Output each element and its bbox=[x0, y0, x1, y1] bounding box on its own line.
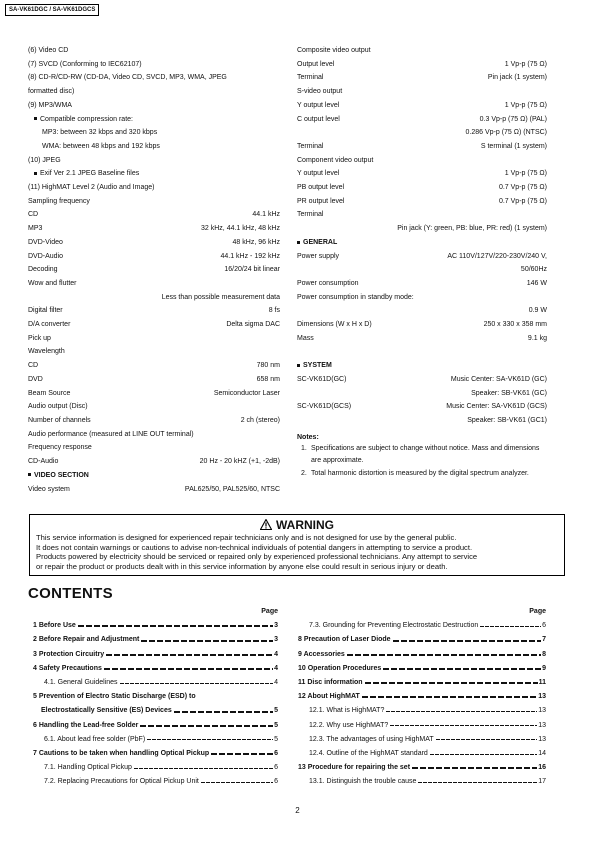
spec-row: Component video output bbox=[297, 156, 374, 164]
spec-row: (10) JPEG bbox=[28, 156, 61, 164]
toc-entry[interactable]: 12.3. The advantages of using HighMAT 13 bbox=[309, 735, 546, 743]
spec-row: Y output level 1 Vp-p (75 Ω) bbox=[297, 101, 547, 109]
contents-title: CONTENTS bbox=[28, 585, 113, 602]
spec-row: WMA: between 48 kbps and 192 kbps bbox=[42, 142, 160, 150]
warning-title: WARNING bbox=[36, 518, 558, 532]
toc-entry[interactable]: Electrostatically Sensitive (ES) Devices 5 bbox=[41, 707, 278, 715]
spec-row: Terminal bbox=[297, 211, 324, 219]
toc-entry[interactable]: 7.2. Replacing Precautions for Optical Pickup Unit 6 bbox=[44, 778, 278, 786]
toc-entry[interactable]: 7 Cautions to be taken when handling Optical Pickup 6 bbox=[33, 750, 278, 758]
spec-row: Decoding 16/20/24 bit linear bbox=[28, 266, 280, 274]
spec-row: DVD-Audio 44.1 kHz - 192 kHz bbox=[28, 252, 280, 260]
spec-row: Composite video output bbox=[297, 47, 371, 54]
spec-row: CD 780 nm bbox=[28, 362, 280, 370]
spec-row: Power supply AC 110V/127V/220-230V/240 V, bbox=[297, 252, 547, 260]
spec-row: 0.9 W bbox=[528, 307, 547, 315]
note-item: 1. Specifications are subject to change without notice. Mass and dimensions are approximate. bbox=[301, 445, 540, 464]
warning-line: or repair the product or products dealt with in this service information by anyone else could result in serious injury or death. bbox=[36, 561, 448, 571]
toc-entry[interactable]: 12 About HighMAT 13 bbox=[298, 693, 546, 701]
toc-entry[interactable]: 3 Protection Circuitry 4 bbox=[33, 650, 278, 658]
spec-row: (11) HighMAT Level 2 (Audio and Image) bbox=[28, 184, 155, 192]
specs-right-column bbox=[297, 44, 547, 480]
spec-row: Video system PAL625/50, PAL525/60, NTSC bbox=[28, 485, 280, 493]
spec-row: (7) SVCD (Conforming to IEC62107) bbox=[28, 60, 142, 68]
toc-entry[interactable]: 4 Safety Precautions 4 bbox=[33, 664, 278, 672]
spec-row: Pin jack (Y: green, PB: blue, PR: red) (1 system) bbox=[397, 225, 547, 233]
warning-triangle-icon bbox=[260, 519, 272, 530]
spec-row: Dimensions (W x H x D) 250 x 330 x 358 mm bbox=[297, 321, 547, 329]
spec-row: Wavelength bbox=[28, 348, 65, 356]
spec-row: Audio output (Disc) bbox=[28, 403, 88, 411]
spec-row: (6) Video CD bbox=[28, 47, 69, 54]
section-heading-general: GENERAL bbox=[297, 236, 547, 250]
spec-row: (8) CD-R/CD-RW (CD-DA, Video CD, SVCD, MP3, WMA, JPEG bbox=[28, 74, 227, 82]
toc-entry[interactable]: 6.1. About lead free solder (PbF) 5 bbox=[44, 735, 278, 743]
spec-row: Power consumption 146 W bbox=[297, 279, 547, 287]
spec-row: SC-VK61D(GCS) Music Center: SA-VK61D (GCS) bbox=[297, 403, 547, 411]
spec-row: formatted disc) bbox=[28, 88, 75, 96]
spec-row: Terminal S terminal (1 system) bbox=[297, 142, 547, 150]
spec-row: D/A converter Delta sigma DAC bbox=[28, 321, 280, 329]
toc-entry[interactable]: 2 Before Repair and Adjustment 3 bbox=[33, 636, 278, 644]
toc-entry[interactable]: 10 Operation Procedures 9 bbox=[298, 664, 546, 672]
toc-entry[interactable]: 7.1. Handling Optical Pickup 6 bbox=[44, 764, 278, 772]
spec-row: Speaker: SB-VK61 (GC) bbox=[471, 389, 547, 397]
warning-line: This service information is designed for experienced repair technicians only and is not designed for use by the general public. bbox=[36, 533, 457, 542]
bullet-icon bbox=[297, 364, 300, 367]
notes bbox=[297, 432, 547, 480]
spec-row: PB output level 0.7 Vp-p (75 Ω) bbox=[297, 184, 547, 192]
bullet-icon bbox=[28, 473, 31, 476]
spec-row: Output level 1 Vp-p (75 Ω) bbox=[297, 60, 547, 68]
spec-row: CD 44.1 kHz bbox=[28, 211, 280, 219]
spec-row: Y output level 1 Vp-p (75 Ω) bbox=[297, 170, 547, 178]
spec-row: MP3 32 kHz, 44.1 kHz, 48 kHz bbox=[28, 225, 280, 233]
toc-entry[interactable]: 13.1. Distinguish the trouble cause 17 bbox=[309, 778, 546, 786]
toc-entry[interactable]: 11 Disc information 11 bbox=[298, 679, 546, 687]
warning-line: It does not contain warnings or cautions to advise non-technical individuals of potential dangers in attempting to service a product. bbox=[36, 542, 473, 552]
spec-row: Compatible compression rate: bbox=[28, 113, 280, 127]
toc-left-column bbox=[33, 605, 278, 790]
spec-row: Beam Source Semiconductor Laser bbox=[28, 389, 280, 397]
toc-entry[interactable]: 12.2. Why use HighMAT? 13 bbox=[309, 721, 546, 729]
toc-entry[interactable]: 1 Before Use 3 bbox=[33, 622, 278, 630]
spec-row: 0.286 Vp-p (75 Ω) (NTSC) bbox=[465, 129, 547, 137]
toc-page-label: Page bbox=[529, 608, 546, 615]
toc-entry[interactable]: 8 Precaution of Laser Diode 7 bbox=[298, 636, 546, 644]
warning-box bbox=[29, 514, 565, 576]
bullet-icon bbox=[34, 172, 37, 175]
spec-row: CD-Audio 20 Hz - 20 kHZ (+1, -2dB) bbox=[28, 458, 280, 466]
spec-row: Exif Ver 2.1 JPEG Baseline files bbox=[28, 167, 280, 181]
spec-row: Less than possible measurement data bbox=[161, 293, 280, 301]
warning-line: Products powered by electricity should be serviced or repaired only by experienced professional technicians. Any attempt to service bbox=[36, 552, 478, 562]
spec-row: Sampling frequency bbox=[28, 197, 90, 205]
page-number: 2 bbox=[295, 806, 300, 815]
spec-row: (9) MP3/WMA bbox=[28, 101, 72, 109]
spec-row: Mass 9.1 kg bbox=[297, 334, 547, 342]
spec-row: Speaker: SB-VK61 (GC1) bbox=[467, 416, 547, 424]
toc-entry[interactable]: 4.1. General Guidelines 4 bbox=[44, 679, 278, 687]
spec-row: C output level 0.3 Vp-p (75 Ω) (PAL) bbox=[297, 115, 547, 123]
spec-row: PR output level 0.7 Vp-p (75 Ω) bbox=[297, 197, 547, 205]
bullet-icon bbox=[34, 117, 37, 120]
toc-right-column bbox=[298, 605, 546, 790]
section-heading-system: SYSTEM bbox=[297, 359, 547, 373]
spec-row: 50/60Hz bbox=[520, 266, 547, 274]
bullet-icon bbox=[297, 241, 300, 244]
toc-entry[interactable]: 12.1. What is HighMAT? 13 bbox=[309, 707, 546, 715]
toc-entry[interactable]: 12.4. Outline of the HighMAT standard 14 bbox=[309, 750, 546, 758]
toc-entry[interactable]: 5 Prevention of Electro Static Discharge (ESD) to bbox=[33, 693, 196, 701]
spec-row: Frequency response bbox=[28, 444, 92, 452]
model-header: SA-VK61DGC / SA-VK61DGCS bbox=[5, 4, 99, 16]
toc-entry[interactable]: 13 Procedure for repairing the set 16 bbox=[298, 764, 546, 772]
spec-row: S-video output bbox=[297, 88, 343, 96]
spec-row: DVD-Video 48 kHz, 96 kHz bbox=[28, 238, 280, 246]
spec-row: SC-VK61D(GC) Music Center: SA-VK61D (GC) bbox=[297, 375, 547, 383]
spec-row: Power consumption in standby mode: bbox=[297, 293, 414, 301]
specs-left-column bbox=[28, 44, 280, 496]
spec-row: Terminal Pin jack (1 system) bbox=[297, 74, 547, 82]
toc-entry[interactable]: 7.3. Grounding for Preventing Electrostatic Destruction 6 bbox=[309, 622, 546, 630]
notes-title: Notes: bbox=[297, 433, 319, 441]
toc-entry[interactable]: 9 Accessories 8 bbox=[298, 650, 546, 658]
spec-row: Wow and flutter bbox=[28, 279, 77, 287]
spec-row: Number of channels 2 ch (stereo) bbox=[28, 416, 280, 424]
spec-row: MP3: between 32 kbps and 320 kbps bbox=[42, 129, 158, 137]
spec-row: Audio performance (measured at LINE OUT terminal) bbox=[28, 430, 194, 438]
toc-entry[interactable]: 6 Handling the Lead-free Solder 5 bbox=[33, 721, 278, 729]
spacer-row bbox=[297, 345, 547, 359]
section-heading-video: VIDEO SECTION bbox=[28, 469, 280, 483]
spec-row: Digital filter 8 fs bbox=[28, 307, 280, 315]
spec-row: DVD 658 nm bbox=[28, 375, 280, 383]
spec-row: Pick up bbox=[28, 334, 51, 342]
note-item: 2. Total harmonic distortion is measured by the digital spectrum analyzer. bbox=[301, 470, 529, 478]
toc-page-label: Page bbox=[261, 608, 278, 615]
